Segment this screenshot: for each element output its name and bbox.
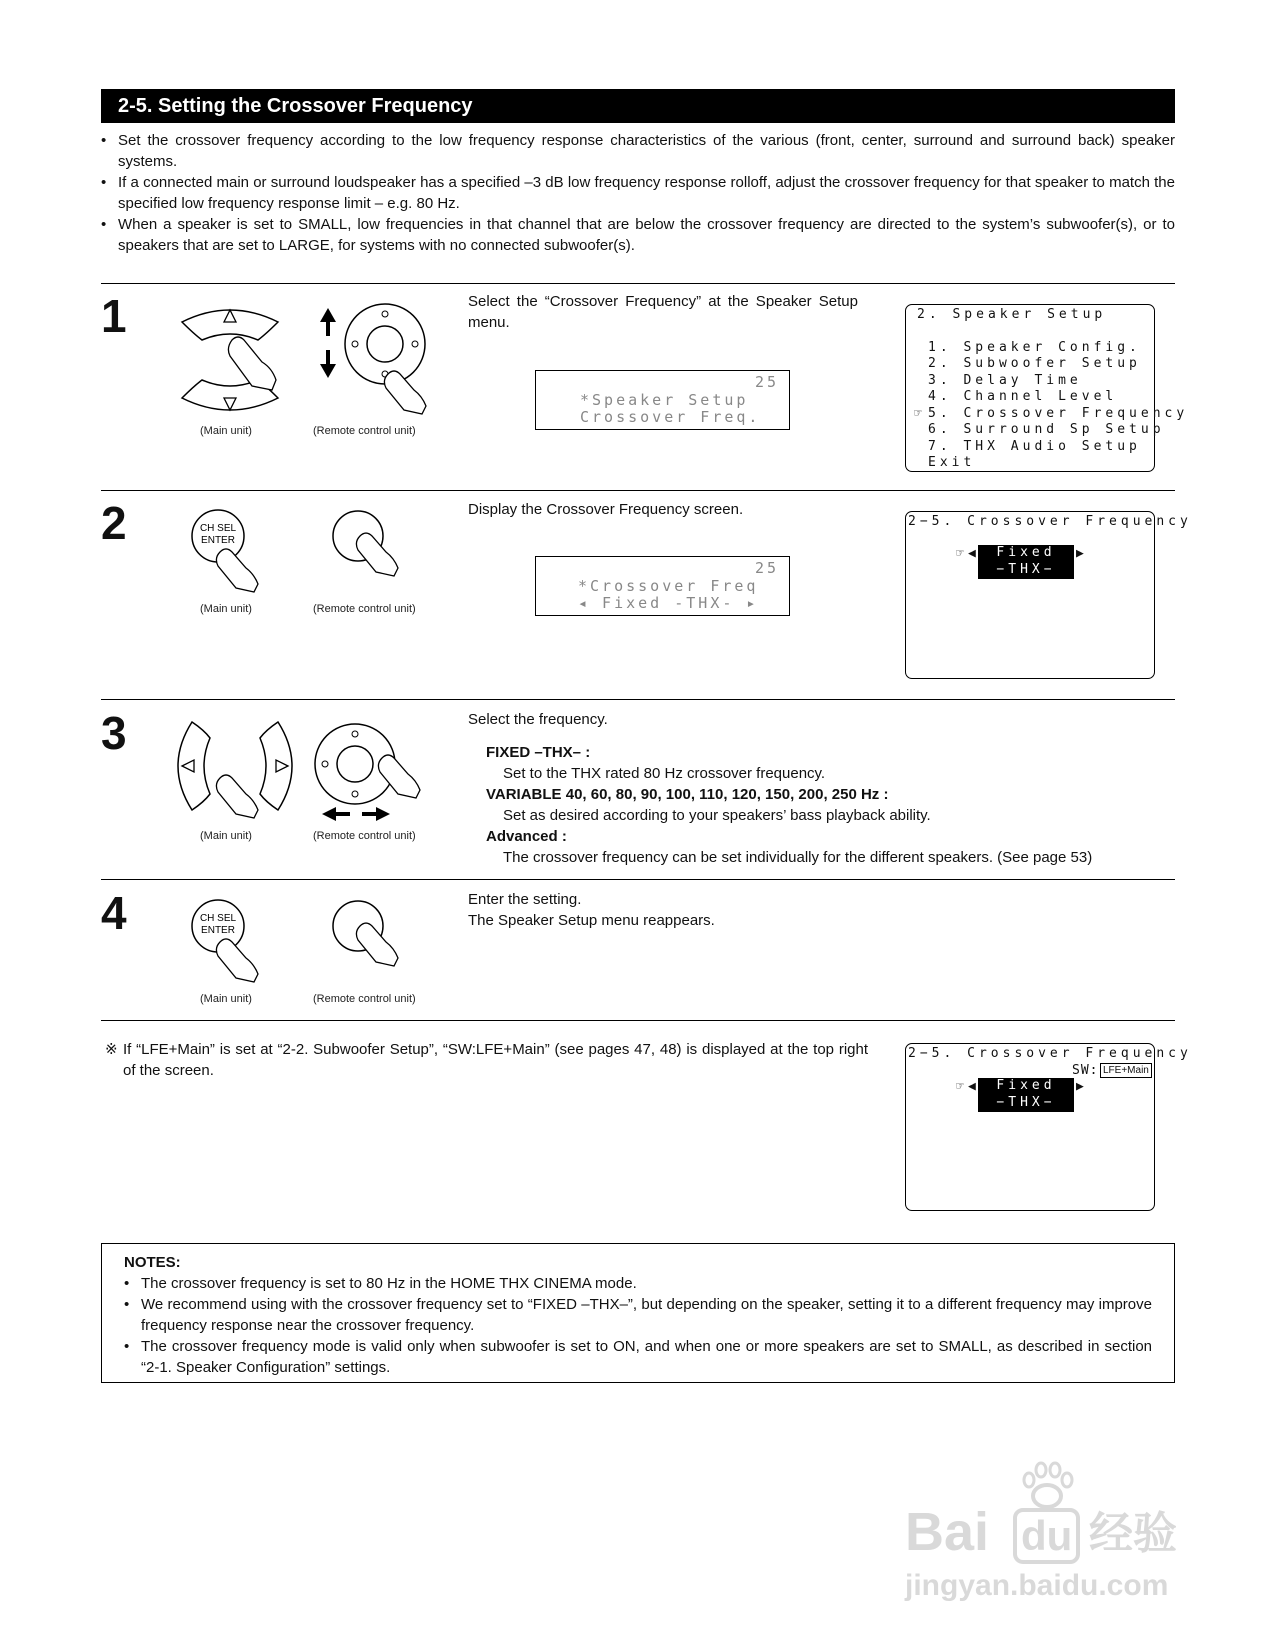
arrow-left-icon: ◀ — [968, 1079, 976, 1094]
divider — [101, 283, 1175, 284]
cursor-icon: ☞ — [956, 1079, 964, 1094]
osd-menu-item: Exit — [928, 455, 976, 470]
cursor-icon: ☞ — [914, 406, 922, 421]
enter-label: ENTER — [201, 535, 235, 546]
osd-value-fixed: Fixed — [978, 1078, 1074, 1095]
note-item: • We recommend using with the crossover frequency set to “FIXED –THX–”, but depending on the speaker, setting it to a different frequency may improve frequency response near the crossover frequency. — [124, 1294, 1152, 1336]
arrow-up-icon — [320, 308, 336, 336]
option-label: Advanced : — [486, 828, 567, 845]
osd-sw-value: LFE+Main — [1100, 1063, 1152, 1078]
step-instruction: Enter the setting. — [468, 891, 582, 908]
main-unit-caption: (Main unit) — [200, 830, 252, 842]
watermark-brand-box: du — [1013, 1508, 1080, 1564]
main-unit-caption: (Main unit) — [200, 425, 252, 437]
footnote-text: If “LFE+Main” is set at “2-2. Subwoofer Setup”, “SW:LFE+Main” (see pages 47, 48) is displayed at the top right of the screen. — [123, 1041, 868, 1079]
divider — [101, 699, 1175, 700]
step-instruction: Select the frequency. — [468, 711, 608, 728]
osd-menu-item: 4. Channel Level — [928, 389, 1118, 404]
step-number: 4 — [101, 887, 127, 939]
watermark-cn: 经验 — [1089, 1508, 1177, 1559]
lcd-line-2: Crossover Freq. — [580, 408, 761, 426]
osd-menu-item: 7. THX Audio Setup — [928, 439, 1141, 454]
step-number: 3 — [101, 707, 127, 759]
on-screen-menu — [905, 304, 1189, 472]
remote-enter-button-illustration — [330, 898, 430, 988]
step-instruction: Display the Crossover Frequency screen. — [468, 501, 744, 518]
arrow-right-icon: ▶ — [1076, 1079, 1084, 1094]
remote-enter-button-illustration — [330, 508, 430, 598]
step-number: 1 — [101, 290, 127, 342]
intro-bullet: • If a connected main or surround loudspeaker has a specified –3 dB low frequency response rolloff, adjust the crossover frequency for that speaker to match the specified low frequency response limit – e.g. 80 Hz. — [101, 172, 1175, 214]
osd-sw-label: SW: — [1072, 1063, 1099, 1078]
arrow-left-icon — [322, 807, 350, 821]
osd-menu-item: 1. Speaker Config. — [928, 340, 1141, 355]
osd-value-thx: −THX− — [978, 562, 1074, 579]
osd-menu-item-selected: 5. Crossover Frequency — [928, 406, 1189, 421]
lcd-line-1: *Speaker Setup — [580, 391, 749, 409]
remote-unit-caption: (Remote control unit) — [313, 993, 416, 1005]
paw-icon — [1017, 1462, 1077, 1512]
watermark-brand: Bai — [905, 1502, 990, 1562]
option-description: Set to the THX rated 80 Hz crossover frequency. — [503, 765, 826, 782]
section-title: 2-5. Setting the Crossover Frequency — [101, 89, 1175, 123]
osd-menu-item: 2. Subwoofer Setup — [928, 356, 1141, 371]
baidu-watermark — [905, 1462, 1205, 1622]
step-number: 2 — [101, 497, 127, 549]
osd-menu-item: 3. Delay Time — [928, 373, 1082, 388]
lcd-indicator: 25 — [754, 373, 779, 391]
ch-sel-label: CH SEL — [199, 913, 237, 924]
hand-icon — [216, 939, 258, 982]
option-description: The crossover frequency can be set individually for the different speakers. (See page 53) — [503, 849, 1093, 866]
remote-jog-dial-illustration — [310, 300, 440, 420]
cursor-icon: ☞ — [956, 546, 964, 561]
option-label: VARIABLE 40, 60, 80, 90, 100, 110, 120, 150, 200, 250 Hz : — [486, 786, 889, 803]
front-display-lcd — [535, 556, 790, 616]
main-unit-caption: (Main unit) — [200, 993, 252, 1005]
osd-title: 2. Speaker Setup — [917, 307, 1107, 322]
remote-unit-caption: (Remote control unit) — [313, 830, 416, 842]
arrow-right-icon — [362, 807, 390, 821]
on-screen-menu — [905, 1043, 1192, 1211]
hand-icon — [216, 775, 258, 818]
arrow-left-icon: ◀ — [968, 546, 976, 561]
intro-bullet: • Set the crossover frequency according to the low frequency response characteristics of the various (front, center, surround and surround back) speaker systems. — [101, 130, 1175, 172]
hand-icon — [228, 337, 276, 390]
osd-title: 2−5. Crossover Frequency — [908, 514, 1192, 529]
lcd-indicator: 25 — [754, 559, 779, 577]
on-screen-menu — [905, 511, 1192, 679]
watermark-url: jingyan.baidu.com — [905, 1569, 1169, 1602]
main-unit-up-down-buttons-illustration — [170, 300, 300, 420]
osd-title: 2−5. Crossover Frequency — [908, 1046, 1192, 1061]
notes-heading: NOTES: — [124, 1254, 181, 1271]
main-unit-left-right-buttons-illustration — [170, 718, 300, 828]
main-unit-caption: (Main unit) — [200, 603, 252, 615]
divider — [101, 1020, 1175, 1021]
enter-label: ENTER — [201, 925, 235, 936]
note-item: • The crossover frequency mode is valid only when subwoofer is set to ON, and when one or more speakers are set to SMALL, as described in section “2-1. Speaker Configuration” settings. — [124, 1336, 1152, 1378]
option-label: FIXED –THX– : — [486, 744, 591, 761]
osd-value-thx: −THX− — [978, 1095, 1074, 1112]
osd-value-fixed: Fixed — [978, 545, 1074, 562]
lcd-line-2: ◂ Fixed -THX- ▸ — [578, 594, 759, 612]
divider — [101, 879, 1175, 880]
footnote-mark: ※ — [105, 1041, 118, 1058]
front-display-lcd — [535, 370, 790, 430]
divider — [101, 490, 1175, 491]
ch-sel-label: CH SEL — [199, 523, 237, 534]
intro-bullet: • When a speaker is set to SMALL, low frequencies in that channel that are below the crossover frequency are directed to the system’s subwoofer(s), or to speakers that are set to LARGE, for systems with no connected subwoofer(s). — [101, 214, 1175, 256]
remote-jog-dial-illustration — [310, 718, 440, 828]
hand-icon — [216, 549, 258, 592]
notes-box — [101, 1243, 1175, 1383]
remote-unit-caption: (Remote control unit) — [313, 603, 416, 615]
lcd-line-1: *Crossover Freq — [578, 577, 759, 595]
option-description: Set as desired according to your speakers’ bass playback ability. — [503, 807, 931, 824]
intro-text — [101, 130, 1175, 256]
arrow-down-icon — [320, 350, 336, 378]
ch-sel-enter-button-illustration — [190, 898, 280, 988]
arrow-right-icon: ▶ — [1076, 546, 1084, 561]
remote-unit-caption: (Remote control unit) — [313, 425, 416, 437]
osd-menu-item: 6. Surround Sp Setup — [928, 422, 1165, 437]
step-instruction: Select the “Crossover Frequency” at the Speaker Setup menu. — [468, 293, 858, 331]
ch-sel-enter-button-illustration — [190, 508, 280, 598]
note-item: • The crossover frequency is set to 80 Hz in the HOME THX CINEMA mode. — [124, 1273, 1152, 1294]
step-instruction: The Speaker Setup menu reappears. — [468, 912, 715, 929]
